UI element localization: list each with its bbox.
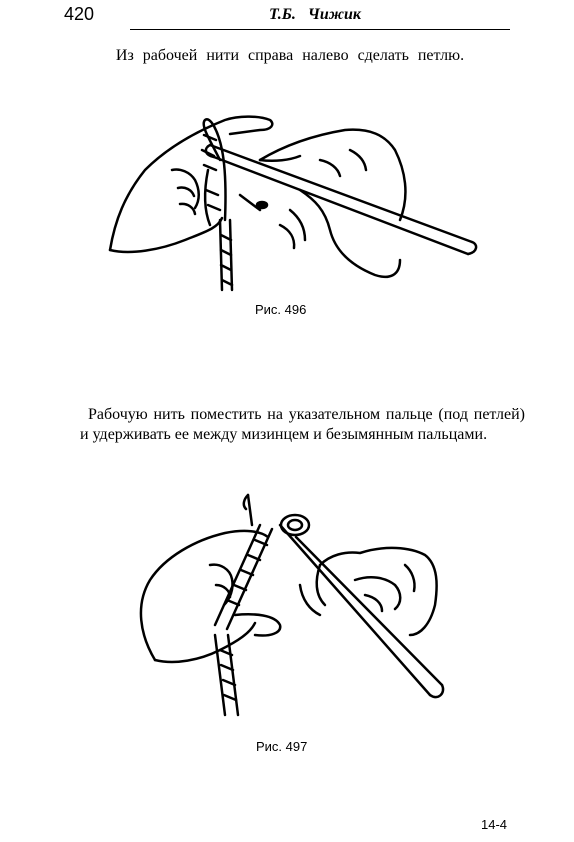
running-head: Т.Б. Чижик (268, 6, 362, 23)
figure-497-illustration (120, 485, 460, 720)
figure-496-illustration (100, 100, 480, 300)
header-rule (130, 29, 510, 30)
instruction-paragraph-2: Рабочую нить поместить на указательном пальце (под петлей) и удерживать ее между мизинцем и безымянным пальцами. (80, 406, 525, 443)
page-number: 420 (64, 4, 95, 24)
instruction-paragraph-1: Из рабочей нити справа налево сделать петлю. (115, 47, 465, 64)
figure-497-caption: Рис. 497 (256, 739, 308, 754)
signature-mark: 14-4 (481, 817, 508, 832)
figure-496-caption: Рис. 496 (255, 302, 307, 317)
